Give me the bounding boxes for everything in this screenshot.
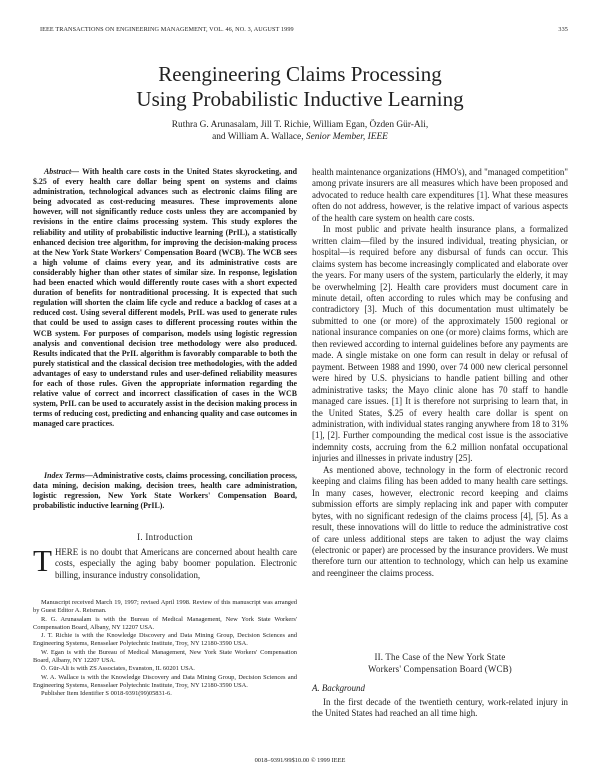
- page-number: 335: [558, 26, 568, 33]
- running-header: [40, 26, 568, 33]
- section-heading-line-1: II. The Case of the New York State: [374, 652, 506, 662]
- authors-names-2: and William A. Wallace,: [212, 132, 304, 142]
- author-role: Senior Member, IEEE: [305, 132, 388, 142]
- author-list: [0, 119, 600, 143]
- introduction-text: HERE is no doubt that Americans are concerned about health care costs, especially the aging baby boomer population. Electronic billing, insurance industry consolidation,: [54, 547, 297, 580]
- abstract: [33, 167, 297, 429]
- index-terms: [33, 471, 297, 511]
- section-heading-introduction: I. Introduction: [137, 532, 193, 542]
- footnote: W. Egan is with the Bureau of Medical Management, New York State Workers' Compensation Board, Albany, NY 12207 USA.: [33, 648, 297, 665]
- right-column-body: [312, 167, 568, 579]
- journal-name: IEEE TRANSACTIONS ON ENGINEERING MANAGEMENT, VOL. 46, NO. 3, AUGUST 1999: [40, 26, 294, 33]
- footnotes: [33, 599, 297, 699]
- paragraph-continued: health maintenance organizations (HMO's), and "managed competition" among private insurers are all measures which have been proposed and advocated to reduce health care expenditures [1]. What these measures often do not address, however, is the relative impact of various aspects of the health care system on health care costs.: [312, 167, 568, 223]
- title-line-1: Reengineering Claims Processing: [158, 62, 442, 86]
- footnote: J. T. Richie is with the Knowledge Discovery and Data Mining Group, Decision Sciences and Engineering Systems, Rensselaer Polytechnic Institute, Troy, NY 12180-3590 USA.: [33, 632, 297, 648]
- paragraph: As mentioned above, technology in the form of electronic record keeping and claims filing has been added to many health care settings. In many cases, however, electronic record keeping and claims submission efforts are simply replacing ink and paper with computer bytes, with no significant redesign of the claims process [4], [5]. As a result, these innovations will do little to reduce the administrative cost of care unless additional steps are taken to adjust the way claims (electronic or paper) are processed by the insurance providers. We must therefore turn our attention to technology, which can help us examine and reengineer the claims process.: [312, 464, 568, 578]
- index-terms-text: —Administrative costs, claims processing, conciliation process, data mining, decision making, decision trees, health care administration, logistic regression, New York State Workers' Compensation Board, probabilistic inductive learning (PrIL).: [33, 471, 298, 511]
- abstract-lead: Abstract—: [44, 167, 80, 176]
- title-line-2: Using Probabilistic Inductive Learning: [136, 87, 464, 111]
- copyright-footer: 0018–9391/99$10.00 © 1999 IEEE: [254, 757, 346, 764]
- paper-title: [0, 62, 600, 112]
- authors-line-2: [0, 131, 600, 143]
- section-heading-wcb: [312, 652, 568, 675]
- footnote: R. G. Arunasalam is with the Bureau of Medical Management, New York State Workers' Compensation Board, Albany, NY 12207 USA.: [33, 615, 297, 631]
- introduction-paragraph: [33, 543, 297, 581]
- subsection-heading-background: A. Background: [312, 683, 365, 693]
- footnote: W. A. Wallace is with the Knowledge Discovery and Data Mining Group, Decision Sciences and Engineering Systems, Rensselaer Polytechnic Institute, Troy, NY 12180-3590 USA.: [33, 673, 297, 689]
- index-terms-lead: Index Terms: [44, 471, 85, 480]
- paragraph: In most public and private health insurance plans, a formalized written claim—filed by the insured individual, treating physician, or hospital—is required before any disbursal of funds can occur. This claims system has become increasingly complicated and elaborate over the years. For many users of the system, particularly the elderly, it may be overwhelming [2]. Health care providers must document care in minute detail, often according to rules which may be confusing and contradictory [3]. Much of this documentation must ultimately be submitted to one (or more) of the approximately 1500 regional or national insurance companies on one (or more) claims forms, which are then reviewed according to internal guidelines before any payments are made. A single mistake on one form can result in delay or refusal of payment. Between 1988 and 1990, over 74 000 new clerical personnel were hired by U.S. physicians to handle patient billing and other administrative tasks; the Mayo clinic alone has 70 staff to handle managed care issues. [1] It is therefore not surprising to learn that, in the United States, $.25 of every health care dollar is spent on administration, with individual states ranging anywhere from 18 to 31% [1], [2]. Further compounding the medical cost issue is the associative indemnity costs, accruing from the 6.2 million nonfatal occupational injuries and illnesses in private industry [25].: [312, 224, 568, 464]
- authors-line-1: Ruthra G. Arunasalam, Jill T. Richie, William Egan, Özden Gür-Ali,: [171, 120, 429, 130]
- paragraph: In the first decade of the twentieth century, work-related injury in the United States had reached an all time high.: [312, 697, 568, 719]
- footnote: Publisher Item Identifier S 0018-9391(99)05831-6.: [41, 690, 172, 698]
- section-heading-line-2: Workers' Compensation Board (WCB): [368, 663, 512, 674]
- background-paragraph: [312, 697, 568, 720]
- footnote: Ö. Gür-Ali is with ZS Associates, Evanston, IL 60201 USA.: [41, 665, 195, 673]
- abstract-text: With health care costs in the United States skyrocketing, and $.25 of every health care dollar being spent on systems and claims administration, technological advances such as electronic claims filing are being advocated as cost-reducing measures. These improvements alone however, will not significantly reduce costs unless they are accompanied by revisions in the entire claims processing system. This study explores the reliability and utility of probabilistic inductive learning (PrIL), a statistically enhanced decision tree algorithm, for improving the decision-making process at the New York State Workers' Compensation Board (WCB). The WCB sees a high volume of claims every year, and its administrative costs are considerably higher than other states of similar size. In response, legislation had been enacted which would differently route cases with a short expected duration of benefits for nontraditional processing. It is expected that such regulation will shorten the claim life cycle and reduce a backlog of cases at a reduced cost. Using several different models, PrIL was used to generate rules that could be used to assign cases to different processing routes within the WCB system. For purposes of comparison, models using logistic regression analysis and conventional decision tree methodology were also produced. Results indicated that the PrIL algorithm is favorably comparable to both the purely statistical and the classical decision tree methodologies, with the added advantages of easy to understand rules and user-defined reliability measures for each of those rules. Given the appropriate information regarding the relative value of correct and incorrect classification of cases in the WCB system, PrIL can be used to accurately assist in the decision making process in terms of reducing cost, predicting and enhancing quality and case outcomes in managed care practices.: [33, 167, 297, 429]
- footnote: Manuscript received March 19, 1997; revised April 1998. Review of this manuscript was arranged by Guest Editor A. Reisman.: [33, 599, 297, 615]
- drop-cap: T: [33, 543, 52, 578]
